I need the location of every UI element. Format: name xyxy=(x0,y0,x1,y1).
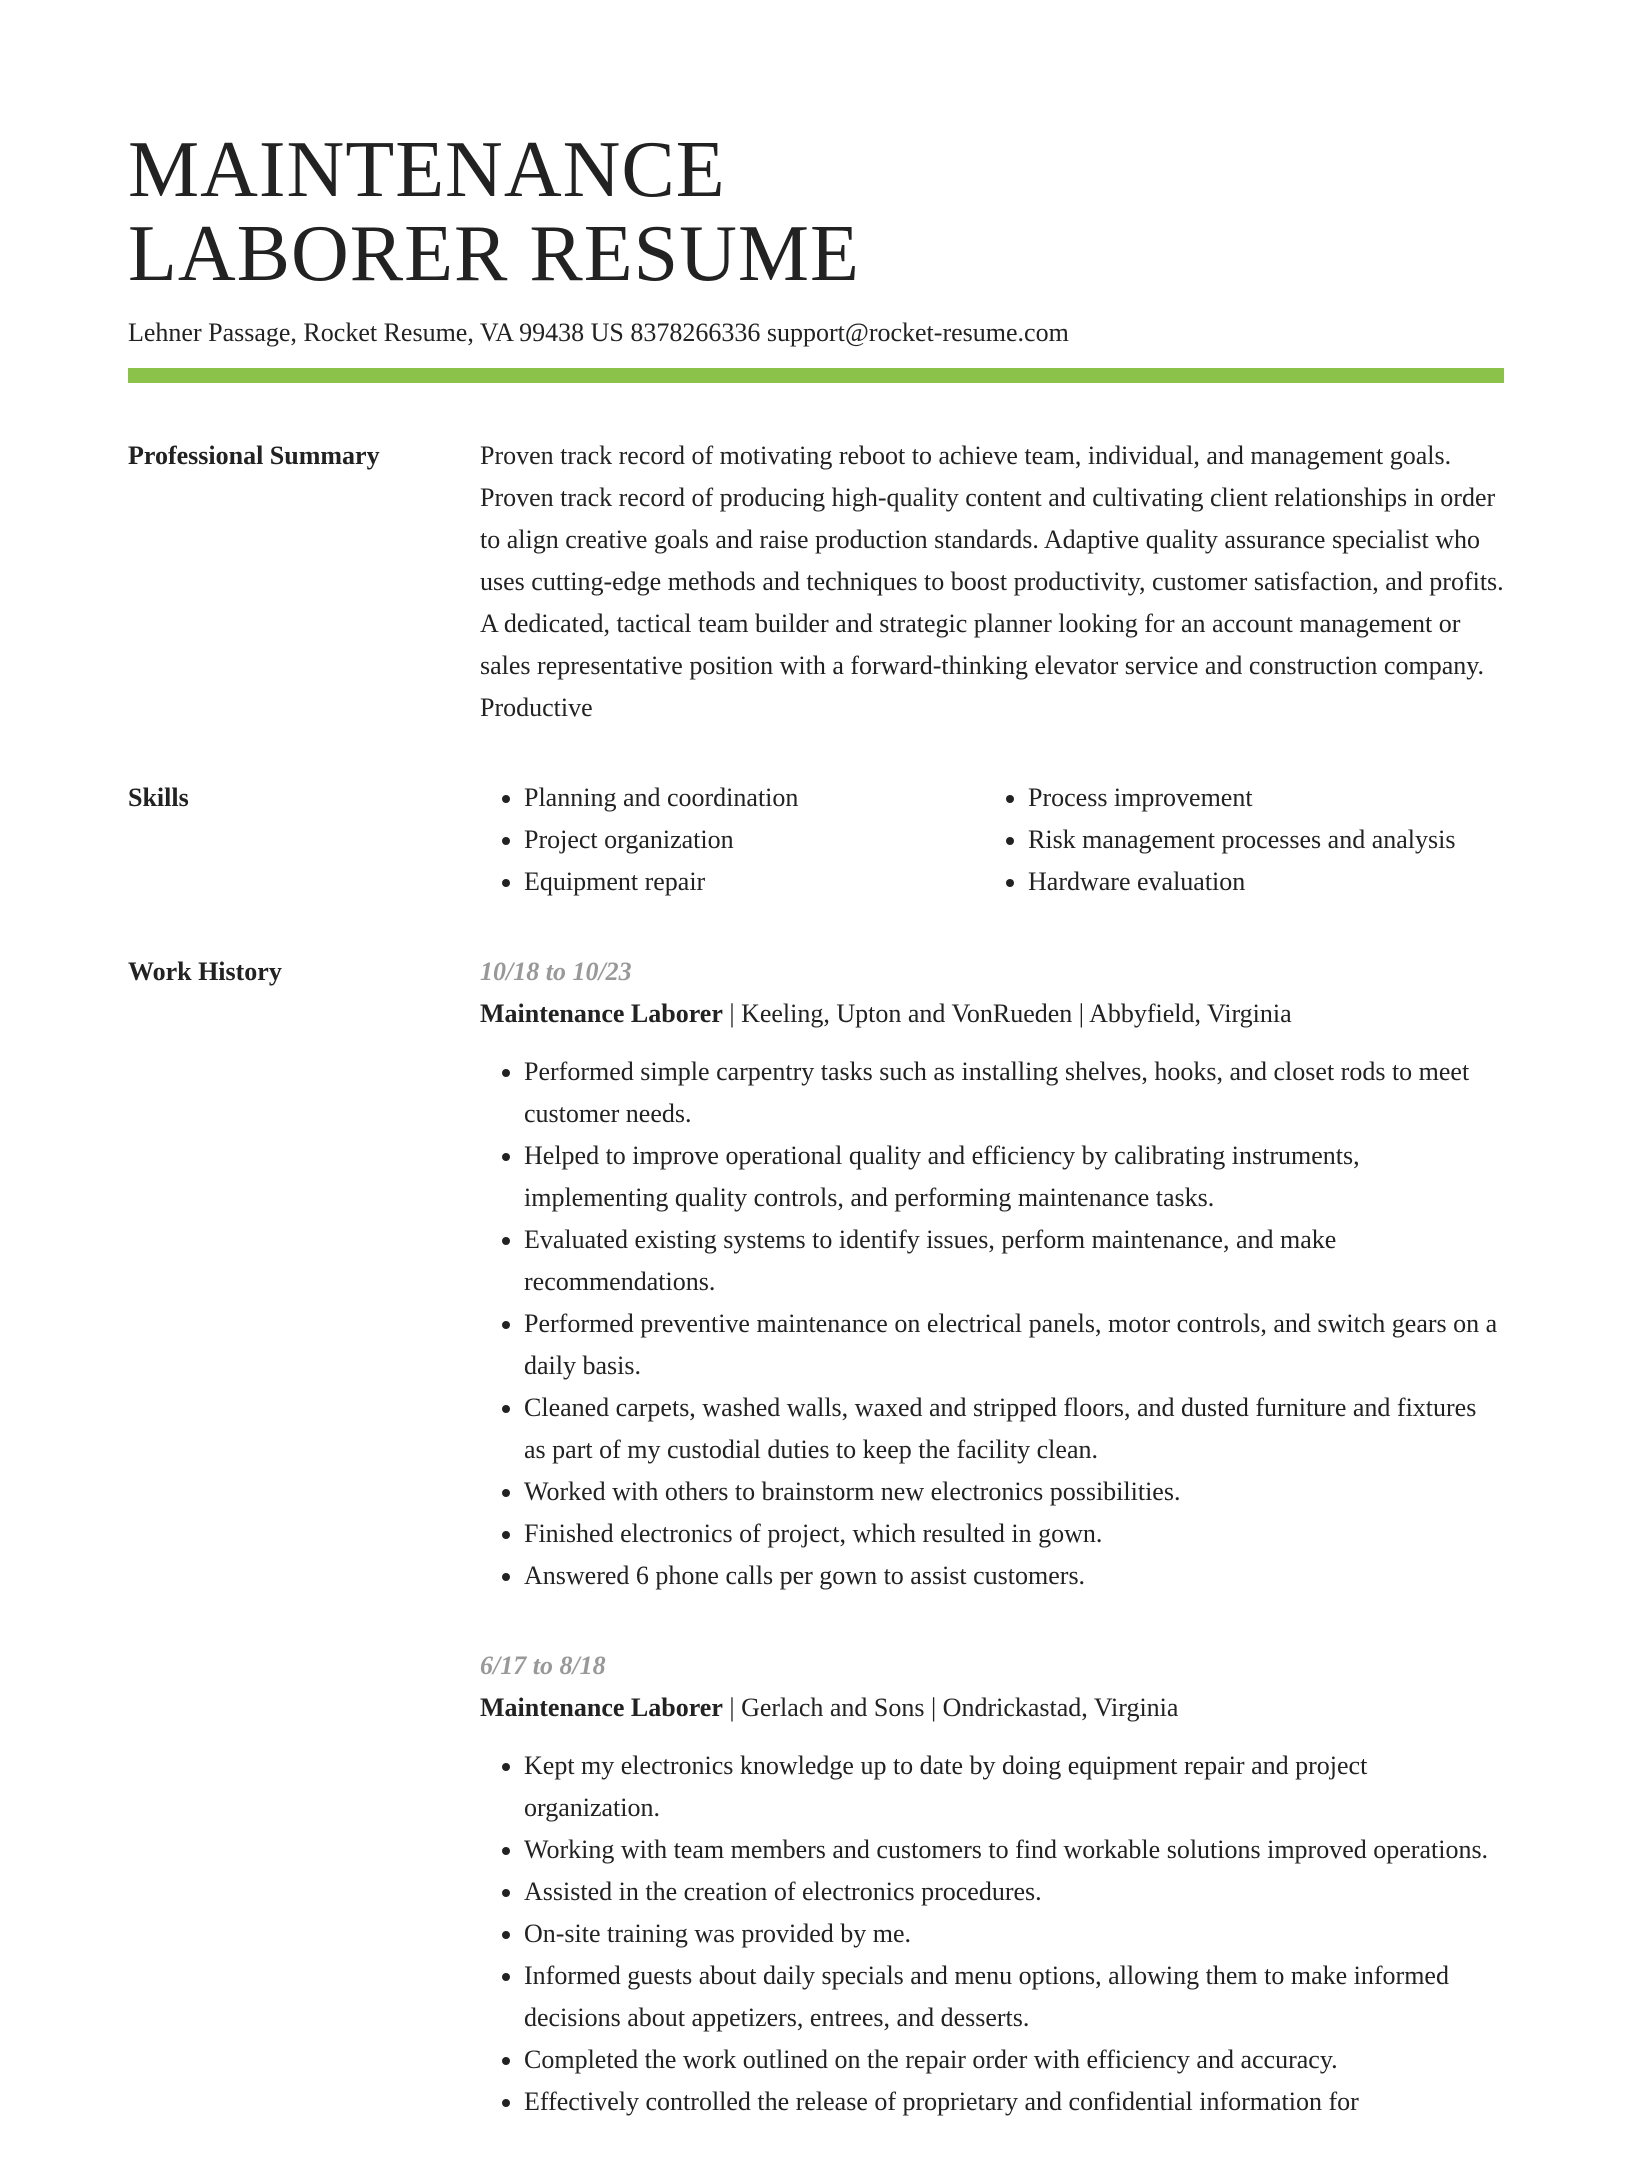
job-title: Maintenance Laborer xyxy=(480,1693,723,1722)
job-heading xyxy=(480,1687,1504,1729)
contact-info: Lehner Passage, Rocket Resume, VA 99438 US 8378266336 support@rocket-resume.com xyxy=(128,318,1069,347)
job-title: Maintenance Laborer xyxy=(480,999,723,1028)
summary-text: Proven track record of motivating reboot to achieve team, individual, and management goals. Proven track record of producing high-quality content and cultivating client relationships in order to align creative goals and raise production standards. Adaptive quality assurance specialist who uses cutting-edge methods and techniques to boost productivity, customer satisfaction, and profits. A dedicated, tactical team builder and strategic planner looking for an account management or sales representative position with a forward-thinking elevator service and construction company. Productive xyxy=(480,441,1504,722)
work-history-list xyxy=(480,951,1504,2171)
job-entry xyxy=(480,1645,1504,2123)
duty-item: • Worked with others to brainstorm new electronics possibilities. xyxy=(524,1471,1504,1513)
skill-item: • Risk management processes and analysis xyxy=(1028,819,1455,861)
skill-item: • Hardware evaluation xyxy=(1028,861,1455,903)
accent-divider xyxy=(128,368,1504,383)
work-history-section xyxy=(128,951,1504,2171)
duty-item: • Assisted in the creation of electronics procedures. xyxy=(524,1871,1504,1913)
summary-label: Professional Summary xyxy=(128,441,380,470)
job-entry xyxy=(480,951,1504,1597)
resume-page xyxy=(128,128,1504,2171)
duty-item: • Working with team members and customers to find workable solutions improved operations. xyxy=(524,1829,1504,1871)
title-line-2: LABORER RESUME xyxy=(128,210,860,298)
duty-item: • Helped to improve operational quality and efficiency by calibrating instruments, implementing quality controls, and performing maintenance tasks. xyxy=(524,1135,1504,1219)
skills-column-1 xyxy=(480,777,984,903)
job-details: | Gerlach and Sons | Ondrickastad, Virginia xyxy=(722,1693,1179,1722)
work-history-label: Work History xyxy=(128,957,282,986)
skills-label: Skills xyxy=(128,783,189,812)
duty-item: • Cleaned carpets, washed walls, waxed and stripped floors, and dusted furniture and fixtures as part of my custodial duties to keep the facility clean. xyxy=(524,1387,1504,1471)
skills-list xyxy=(480,777,1504,903)
job-duties xyxy=(480,1745,1504,2123)
resume-title xyxy=(128,128,1504,296)
job-heading xyxy=(480,993,1504,1035)
skills-section xyxy=(128,777,1504,903)
duty-item: • Finished electronics of project, which resulted in gown. xyxy=(524,1513,1504,1555)
job-dates: 6/17 to 8/18 xyxy=(480,1651,606,1680)
title-line-1: MAINTENANCE xyxy=(128,126,726,214)
job-dates: 10/18 to 10/23 xyxy=(480,957,632,986)
skill-item: • Planning and coordination xyxy=(524,777,984,819)
skill-item: • Project organization xyxy=(524,819,984,861)
job-duties xyxy=(480,1051,1504,1597)
duty-item: • Answered 6 phone calls per gown to assist customers. xyxy=(524,1555,1504,1597)
duty-item: • Performed simple carpentry tasks such as installing shelves, hooks, and closet rods to meet customer needs. xyxy=(524,1051,1504,1135)
skill-item: • Process improvement xyxy=(1028,777,1455,819)
duty-item: • Effectively controlled the release of proprietary and confidential information for xyxy=(524,2081,1504,2123)
duty-item: • Evaluated existing systems to identify issues, perform maintenance, and make recommendations. xyxy=(524,1219,1504,1303)
duty-item: • Performed preventive maintenance on electrical panels, motor controls, and switch gears on a daily basis. xyxy=(524,1303,1504,1387)
duty-item: • Completed the work outlined on the repair order with efficiency and accuracy. xyxy=(524,2039,1504,2081)
duty-item: • Informed guests about daily specials and menu options, allowing them to make informed decisions about appetizers, entrees, and desserts. xyxy=(524,1955,1504,2039)
skills-column-2 xyxy=(984,777,1455,903)
duty-item: • On-site training was provided by me. xyxy=(524,1913,1504,1955)
job-details: | Keeling, Upton and VonRueden | Abbyfield, Virginia xyxy=(722,999,1292,1028)
duty-item: • Kept my electronics knowledge up to date by doing equipment repair and project organization. xyxy=(524,1745,1504,1829)
skill-item: • Equipment repair xyxy=(524,861,984,903)
summary-section xyxy=(128,435,1504,729)
